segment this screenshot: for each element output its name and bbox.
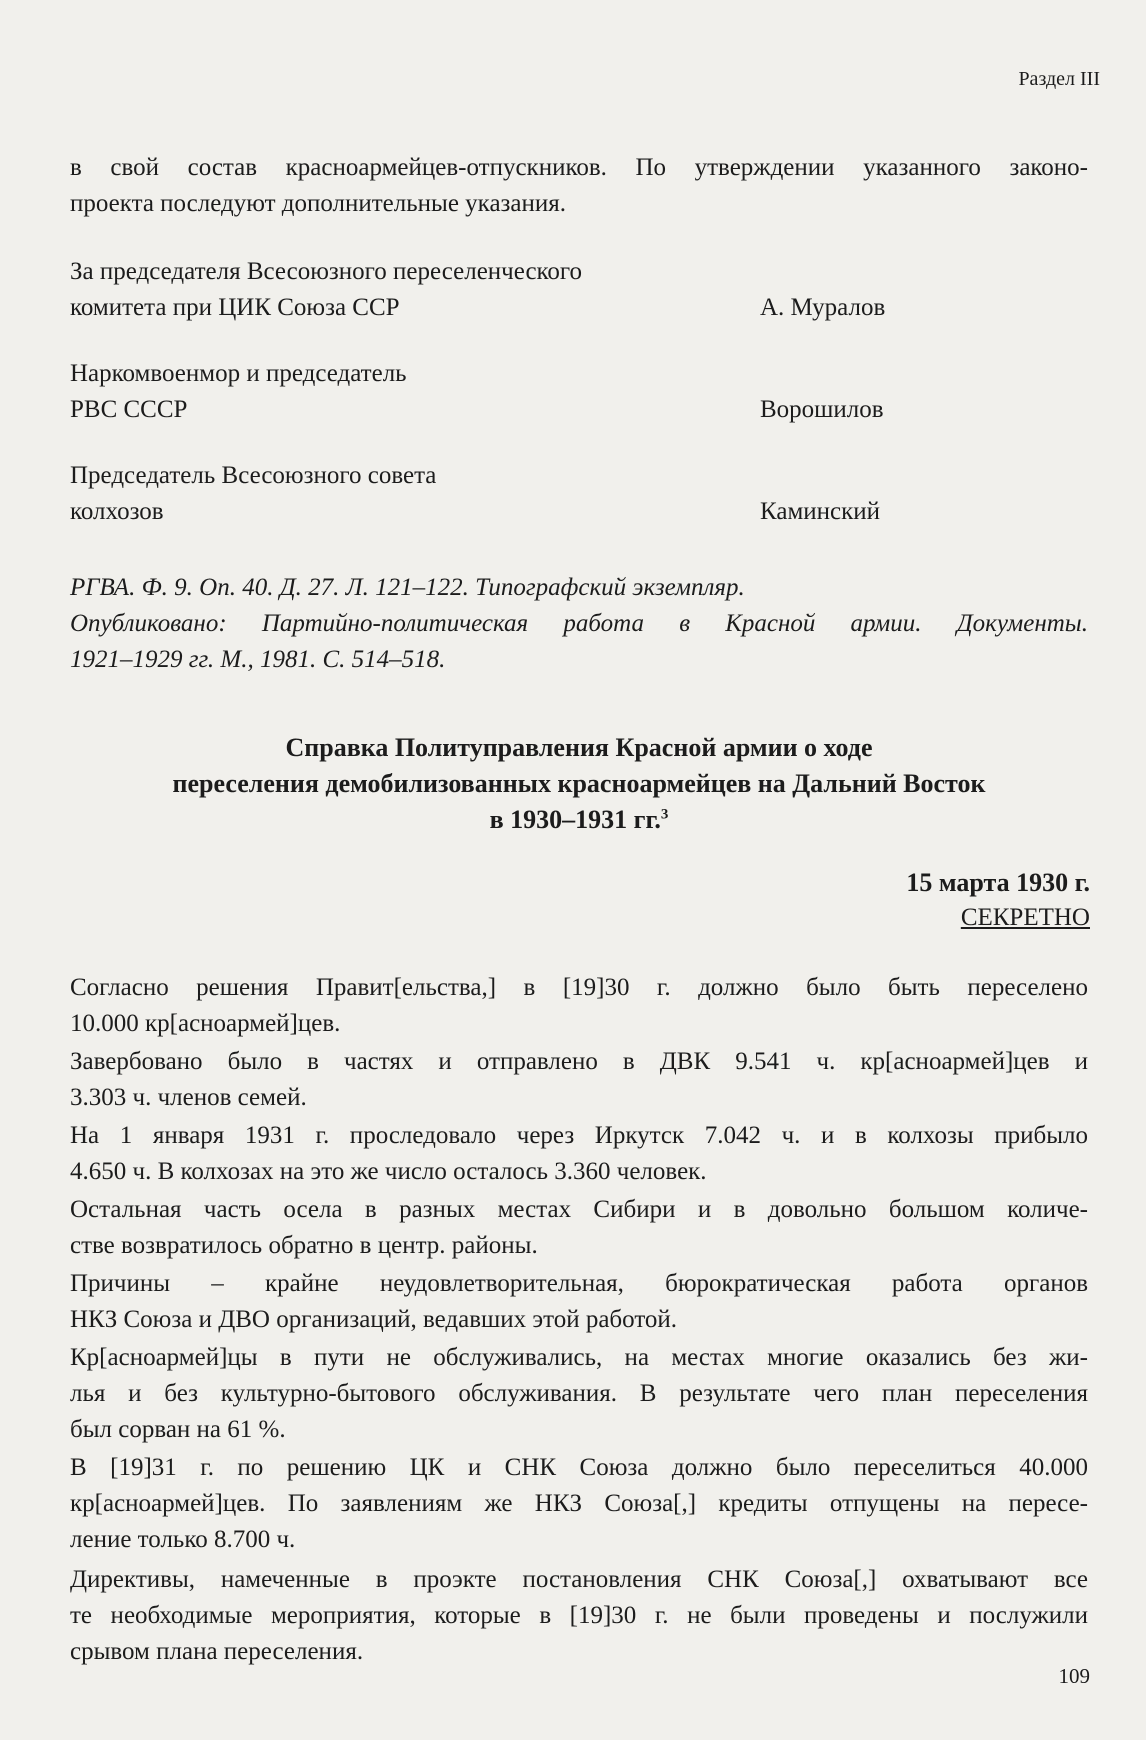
- signature-name: Ворошилов: [760, 396, 884, 423]
- body-line: был сорван на 61 %.: [70, 1416, 286, 1443]
- body-paragraph: [70, 1192, 1088, 1264]
- body-line: Причины – крайне неудовлетворительная, бюрократическая работа органов: [70, 1270, 1088, 1297]
- title-line-text: в 1930–1931 гг.: [489, 805, 661, 834]
- document-title: [70, 730, 1088, 838]
- signature-block: [70, 356, 1088, 436]
- page-number: 109: [1058, 1664, 1090, 1688]
- body-line: НКЗ Союза и ДВО организаций, ведавших этой работой.: [70, 1306, 678, 1333]
- title-line: переселения демобилизованных красноармейцев на Дальний Восток: [172, 769, 986, 798]
- body-line: лья и без культурно-бытового обслуживания. В результате чего план переселения: [70, 1380, 1088, 1407]
- classification-stamp: СЕКРЕТНО: [960, 904, 1090, 931]
- body-line: кр[асноармей]цев. По заявлениям же НКЗ Союза[,] кредиты отпущены на пересе-: [70, 1490, 1088, 1517]
- body-line: Согласно решения Правит[ельства,] в [19]30 г. должно было быть переселено: [70, 974, 1088, 1001]
- signature-name: Каминский: [760, 498, 881, 525]
- source-archive: РГВА. Ф. 9. Оп. 40. Д. 27. Л. 121–122. Типографский экземпляр.: [70, 574, 745, 601]
- document-date: 15 марта 1930 г.: [906, 868, 1090, 897]
- intro-line: проекта последуют дополнительные указания.: [70, 190, 567, 217]
- section-header: Раздел III: [1018, 68, 1100, 90]
- body-line: стве возвратилось обратно в центр. районы.: [70, 1232, 538, 1259]
- body-line: Остальная часть осела в разных местах Сибири и в довольно большом количе-: [70, 1196, 1088, 1223]
- signature-block: [70, 458, 1088, 538]
- title-line: [70, 802, 1088, 838]
- body-paragraph: [70, 1450, 1088, 1558]
- body-paragraph: [70, 1044, 1088, 1116]
- intro-paragraph: [70, 150, 1088, 222]
- body-line: Директивы, намеченные в проэкте постановления СНК Союза[,] охватывают все: [70, 1566, 1088, 1593]
- body-line: На 1 января 1931 г. проследовало через Иркутск 7.042 ч. и в колхозы прибыло: [70, 1122, 1088, 1149]
- title-line: Справка Политуправления Красной армии о ходе: [285, 733, 873, 762]
- body-line: ление только 8.700 ч.: [70, 1526, 296, 1553]
- signature-title: комитета при ЦИК Союза ССР: [70, 294, 400, 321]
- signature-title: колхозов: [70, 498, 164, 525]
- body-line: Завербовано было в частях и отправлено в ДВК 9.541 ч. кр[асноармей]цев и: [70, 1048, 1088, 1075]
- body-paragraph: [70, 1118, 1088, 1190]
- body-line: В [19]31 г. по решению ЦК и СНК Союза должно было переселиться 40.000: [70, 1454, 1088, 1481]
- body-paragraph: [70, 970, 1088, 1042]
- body-line: Кр[асноармей]цы в пути не обслуживались, на местах многие оказались без жи-: [70, 1344, 1088, 1371]
- signature-block: [70, 254, 1088, 334]
- body-paragraph: [70, 1266, 1088, 1338]
- body-line: те необходимые мероприятия, которые в [19]30 г. не были проведены и послужили: [70, 1602, 1088, 1629]
- signature-title: РВС СССР: [70, 396, 188, 423]
- body-paragraph: [70, 1340, 1088, 1448]
- signature-title: Председатель Всесоюзного совета: [70, 462, 437, 489]
- body-line: 4.650 ч. В колхозах на это же число осталось 3.360 человек.: [70, 1158, 707, 1185]
- signature-name: А. Муралов: [760, 294, 886, 321]
- body-paragraph: [70, 1562, 1088, 1670]
- intro-line: в свой состав красноармейцев-отпускников. По утверждении указанного законо-: [70, 154, 1088, 181]
- source-published-cont: 1921–1929 гг. М., 1981. С. 514–518.: [70, 646, 446, 673]
- body-line: 10.000 кр[асноармей]цев.: [70, 1010, 341, 1037]
- body-line: срывом плана переселения.: [70, 1638, 364, 1665]
- footnote-mark: 3: [660, 806, 669, 823]
- body-line: 3.303 ч. членов семей.: [70, 1084, 307, 1111]
- signature-title: Наркомвоенмор и председатель: [70, 360, 407, 387]
- source-published: Опубликовано: Партийно-политическая работа в Красной армии. Документы.: [70, 610, 1088, 637]
- signature-title: За председателя Всесоюзного переселенческого: [70, 258, 583, 285]
